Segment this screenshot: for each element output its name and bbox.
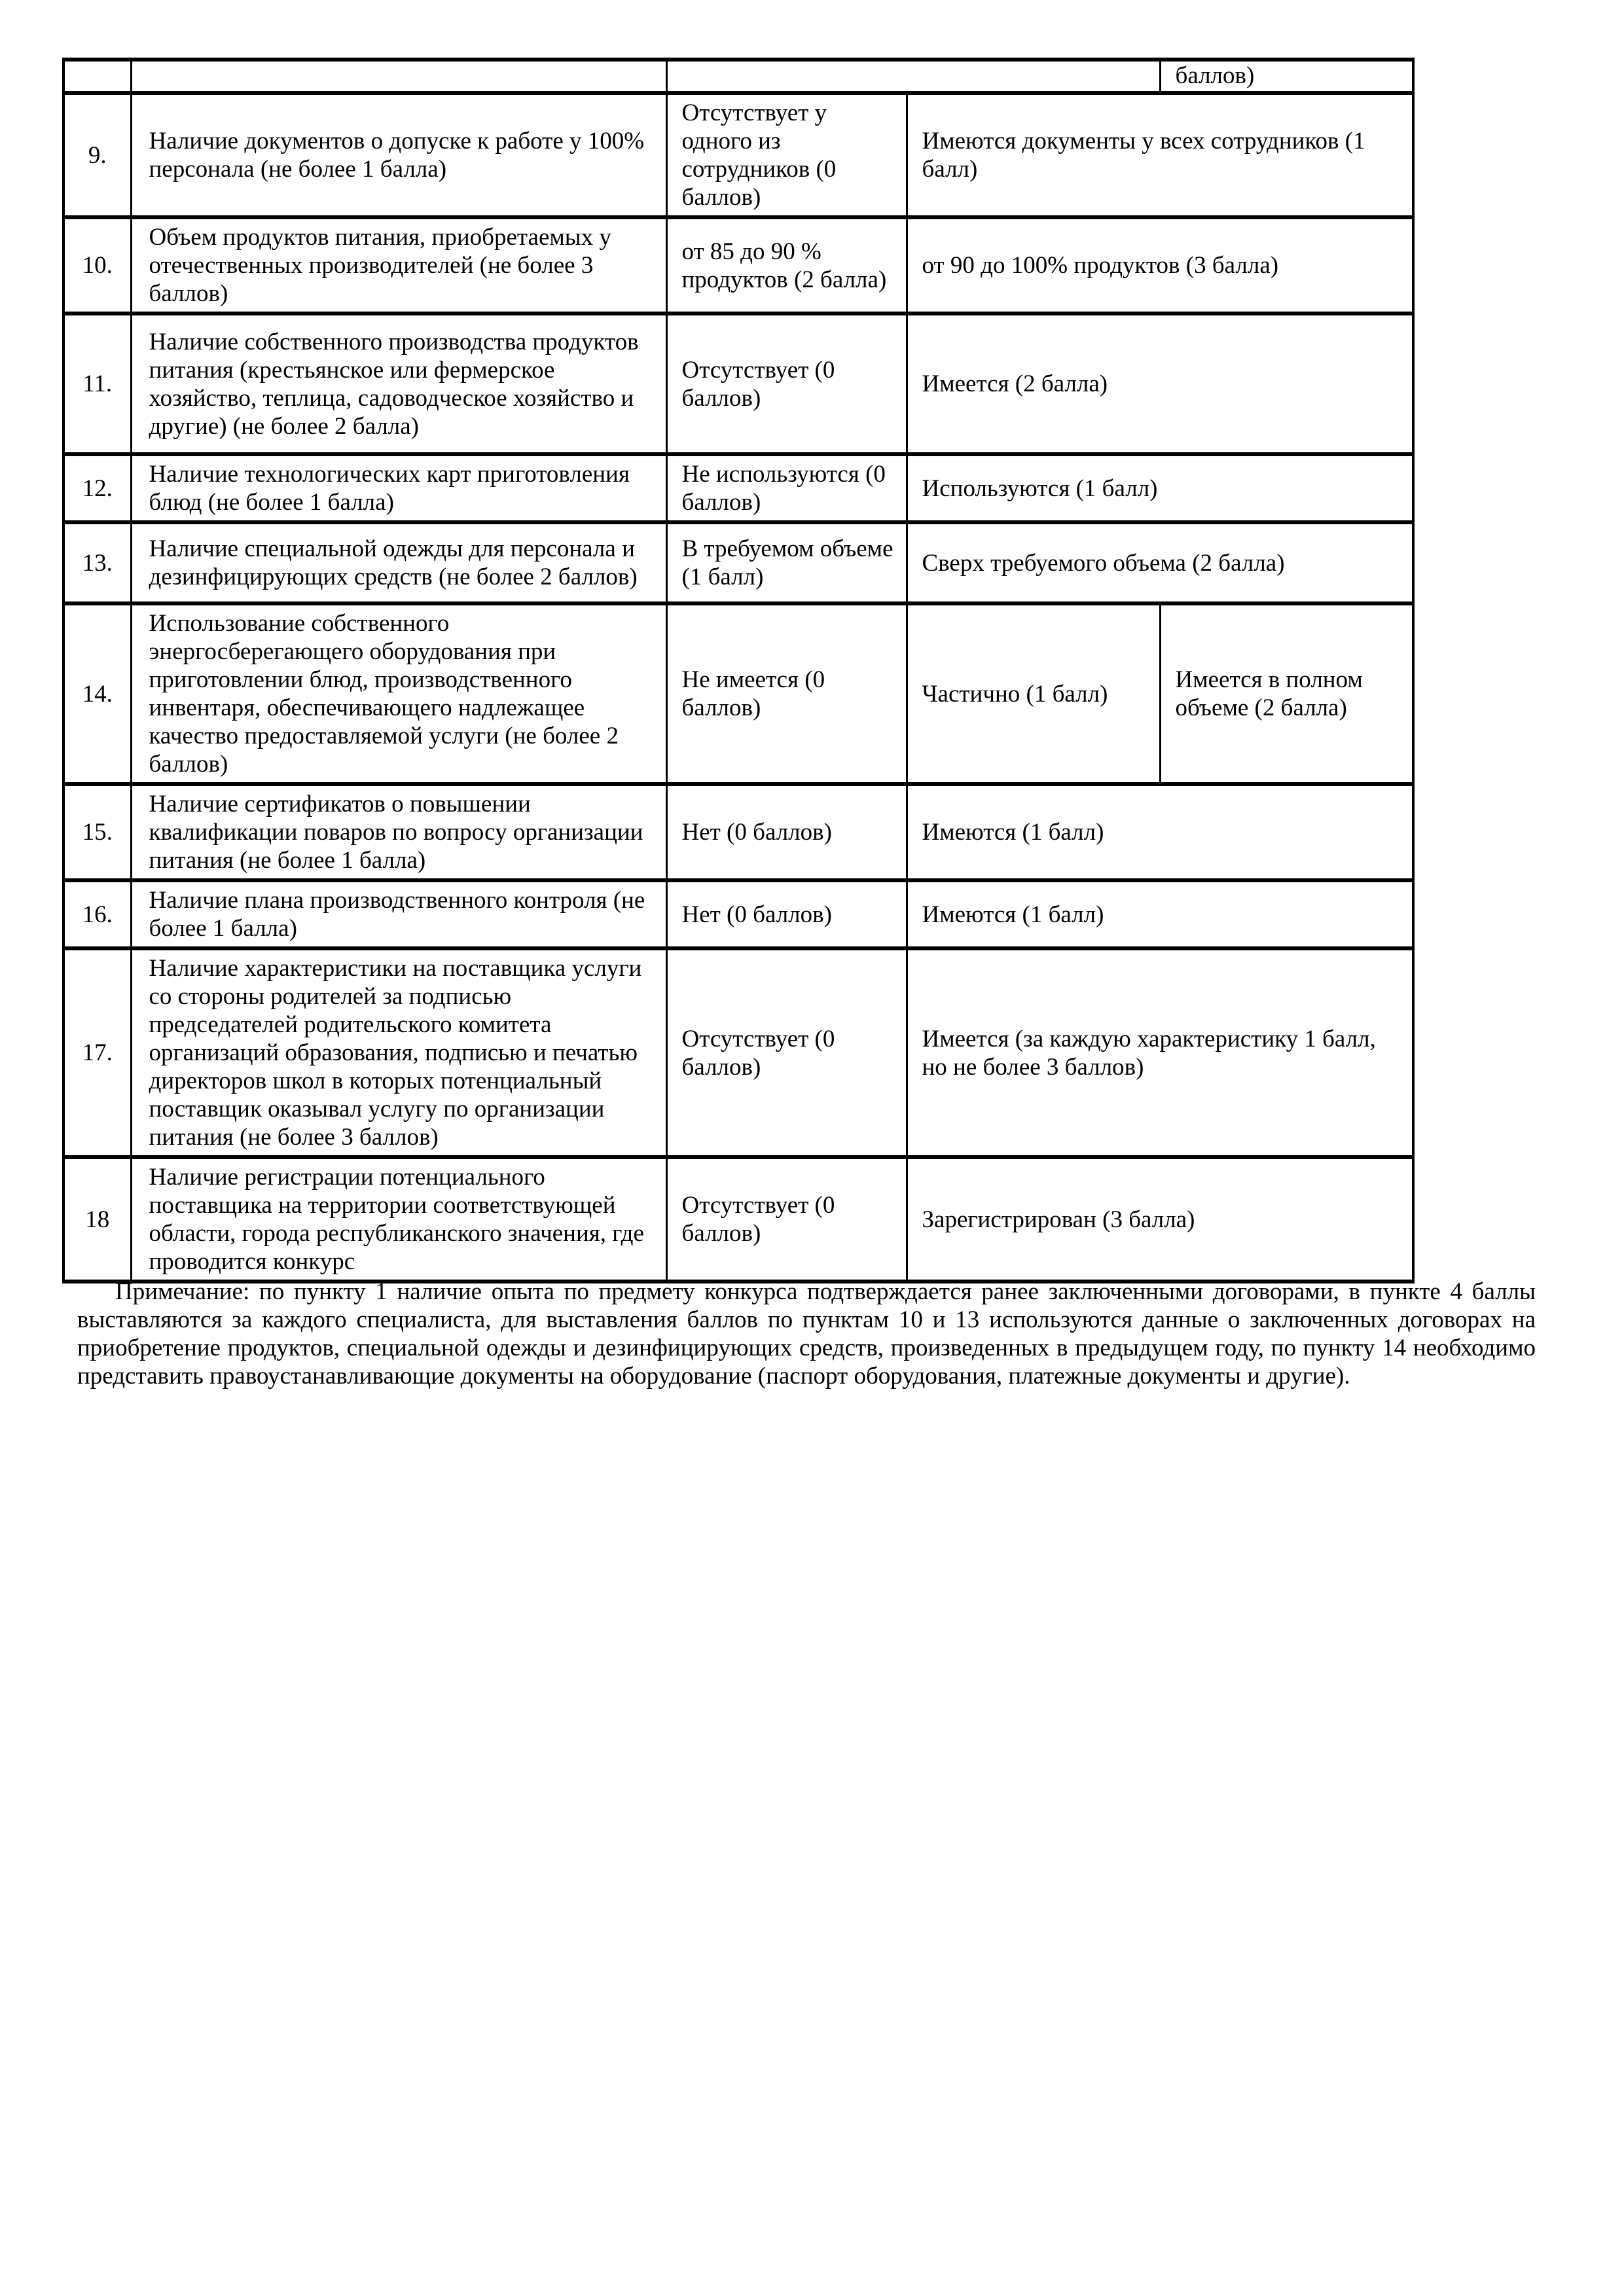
score-cell: Отсутствует у одного из сотрудников (0 баллов) — [666, 93, 907, 217]
score-cell: Сверх требуемого объема (2 балла) — [907, 522, 1413, 603]
criterion-cell: Объем продуктов питания, приобретаемых у отечественных производителей (не более 3 баллов) — [131, 217, 666, 314]
table-row — [63, 217, 1413, 314]
criterion-cell: Наличие собственного производства продуктов питания (крестьянское или фермерское хозяйство, теплица, садоводческое хозяйство и другие) (не более 2 балла) — [131, 314, 666, 454]
table-row — [63, 784, 1413, 880]
score-cell: Отсутствует (0 баллов) — [666, 314, 907, 454]
table-row — [63, 314, 1413, 454]
table-row — [63, 522, 1413, 603]
row-number-cell: 9. — [63, 93, 131, 217]
row-number-cell — [63, 60, 131, 93]
row-number-cell: 12. — [63, 454, 131, 522]
score-cell: Нет (0 баллов) — [666, 784, 907, 880]
row-number-cell: 16. — [63, 880, 131, 948]
criterion-cell: Наличие технологических карт приготовления блюд (не более 1 балла) — [131, 454, 666, 522]
score-cell: Зарегистрирован (3 балла) — [907, 1157, 1413, 1282]
score-cell: Имеются документы у всех сотрудников (1 балл) — [907, 93, 1413, 217]
score-cell: Имеются (1 балл) — [907, 784, 1413, 880]
score-cell: Не имеется (0 баллов) — [666, 603, 907, 784]
criterion-cell: Наличие характеристики на поставщика услуги со стороны родителей за подписью председателей родительского комитета организаций образования, подписью и печатью директоров школ в которых потенциальный поставщик оказывал услугу по организации питания (не более 3 баллов) — [131, 948, 666, 1157]
score-cell: Не используются (0 баллов) — [666, 454, 907, 522]
criterion-cell: Использование собственного энергосберегающего оборудования при приготовлении блюд, производственного инвентаря, обеспечивающего надлежащее качество предоставляемой услуги (не более 2 баллов) — [131, 603, 666, 784]
criterion-cell: Наличие регистрации потенциального поставщика на территории соответствующей области, города республиканского значения, где проводится конкурс — [131, 1157, 666, 1282]
row-number-cell: 11. — [63, 314, 131, 454]
score-cell: Имеется в полном объеме (2 балла) — [1160, 603, 1413, 784]
score-cell: Отсутствует (0 баллов) — [666, 948, 907, 1157]
table-row — [63, 454, 1413, 522]
row-number-cell: 18 — [63, 1157, 131, 1282]
criterion-cell: Наличие сертификатов о повышении квалификации поваров по вопросу организации питания (не более 1 балла) — [131, 784, 666, 880]
score-cell: В требуемом объеме (1 балл) — [666, 522, 907, 603]
criteria-table — [62, 58, 1415, 1283]
score-cell: Имеются (1 балл) — [907, 880, 1413, 948]
score-cell: Используются (1 балл) — [907, 454, 1413, 522]
note-paragraph: Примечание: по пункту 1 наличие опыта по предмету конкурса подтверждается ранее заключенными договорами, в пункте 4 баллы выставляются за каждого специалиста, для выставления баллов по пунктам 10 и 13 используются данные о заключенных договорах на приобретение продуктов, специальной одежды и дезинфицирующих средств, произведенных в предыдущем году, по пункту 14 необходимо представить правоустанавливающие документы на оборудование (паспорт оборудования, платежные документы и другие). — [77, 1278, 1536, 1390]
score-cell: Нет (0 баллов) — [666, 880, 907, 948]
score-cell: Отсутствует (0 баллов) — [666, 1157, 907, 1282]
table-row — [63, 93, 1413, 217]
table-row — [63, 880, 1413, 948]
criterion-cell — [131, 60, 666, 93]
row-number-cell: 14. — [63, 603, 131, 784]
score-cell: Имеется (2 балла) — [907, 314, 1413, 454]
criterion-cell: Наличие специальной одежды для персонала и дезинфицирующих средств (не более 2 баллов) — [131, 522, 666, 603]
row-number-cell: 13. — [63, 522, 131, 603]
row-number-cell: 10. — [63, 217, 131, 314]
row-number-cell: 17. — [63, 948, 131, 1157]
score-cell: Имеется (за каждую характеристику 1 балл, но не более 3 баллов) — [907, 948, 1413, 1157]
criterion-cell: Наличие плана производственного контроля (не более 1 балла) — [131, 880, 666, 948]
score-cell: Частично (1 балл) — [907, 603, 1160, 784]
table-row-continuation — [63, 60, 1413, 93]
table-row — [63, 603, 1413, 784]
score-cell-tail: баллов) — [1160, 60, 1413, 93]
criterion-cell: Наличие документов о допуске к работе у 100% персонала (не более 1 балла) — [131, 93, 666, 217]
score-cell — [666, 60, 1160, 93]
score-cell: от 90 до 100% продуктов (3 балла) — [907, 217, 1413, 314]
table-row — [63, 1157, 1413, 1282]
score-cell: от 85 до 90 % продуктов (2 балла) — [666, 217, 907, 314]
table-row — [63, 948, 1413, 1157]
row-number-cell: 15. — [63, 784, 131, 880]
